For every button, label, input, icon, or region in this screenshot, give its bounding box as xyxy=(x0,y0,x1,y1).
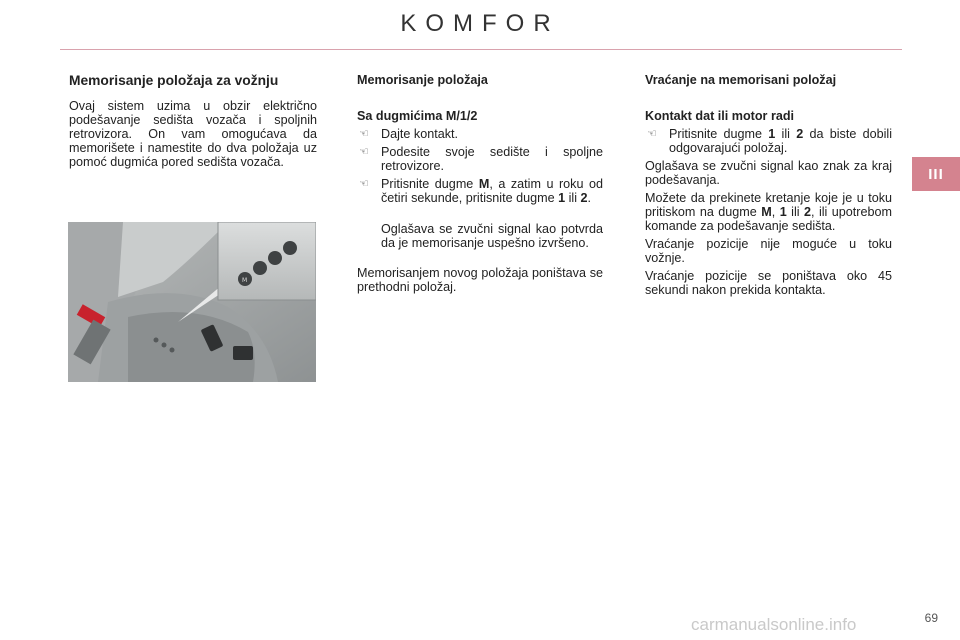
section-heading: Memorisanje položaja xyxy=(357,73,488,87)
confirmation-note: Oglašava se zvučni signal kao potvrda da je memorisanje uspešno izvršeno. xyxy=(381,221,603,250)
paragraph: Vraćanje pozicije se poništava oko 45 sekundi nakon prekida kontakta. xyxy=(645,269,892,297)
paragraph: Oglašava se zvučni signal kao znak za kraj podešavanja. xyxy=(645,159,892,187)
pointing-hand-icon: ☜ xyxy=(359,128,369,140)
door-panel-drawing xyxy=(68,222,316,382)
intro-paragraph: Ovaj sistem uzima u obzir električno podešavanje sedišta vozača i spoljnih retrovizora. On vam omogućava da memorišete i namestite do dva položaja uz pomoć dugmića pored sedišta vozača. xyxy=(69,99,317,169)
watermark: carmanualsonline.info xyxy=(691,615,857,634)
list-item: ☜ Pritisnite dugme M, a zatim u roku od četiri sekunde, pritisnite dugme 1 ili 2. xyxy=(359,177,603,205)
recall-column xyxy=(645,73,892,297)
paragraph: Memorisanjem novog položaja poništava se prethodni položaj. xyxy=(357,266,603,295)
pointing-hand-icon: ☜ xyxy=(359,146,369,158)
list-item: ☜ Pritisnite dugme 1 ili 2 da biste dobili odgovarajući položaj. xyxy=(647,127,892,155)
door-panel-illustration xyxy=(68,222,316,382)
section-heading: Memorisanje položaja za vožnju xyxy=(69,73,279,88)
chapter-tab[interactable]: III xyxy=(912,157,960,191)
paragraph: Vraćanje pozicije nije moguće u toku vožnje. xyxy=(645,237,892,265)
page-number: 69 xyxy=(924,611,938,625)
list-item: ☜ Podesite svoje sedište i spoljne retrovizore. xyxy=(359,145,603,173)
subheading: Kontakt dat ili motor radi xyxy=(645,109,795,123)
memorize-column xyxy=(357,73,603,294)
pointing-hand-icon: ☜ xyxy=(647,128,657,140)
page-title: KOMFOR xyxy=(400,10,560,37)
svg-text:M: M xyxy=(242,277,248,284)
subheading: Sa dugmićima M/1/2 xyxy=(357,109,478,123)
list-item: ☜ Dajte kontakt. xyxy=(359,127,459,141)
pointing-hand-icon: ☜ xyxy=(359,178,369,190)
section-heading: Vraćanje na memorisani položaj xyxy=(645,73,837,87)
paragraph: Možete da prekinete kretanje koje je u toku pritiskom na dugme M, 1 ili 2, ili upotrebom komande za podešavanje sedišta. xyxy=(645,191,892,233)
intro-column xyxy=(69,73,317,169)
header-divider xyxy=(60,49,902,50)
